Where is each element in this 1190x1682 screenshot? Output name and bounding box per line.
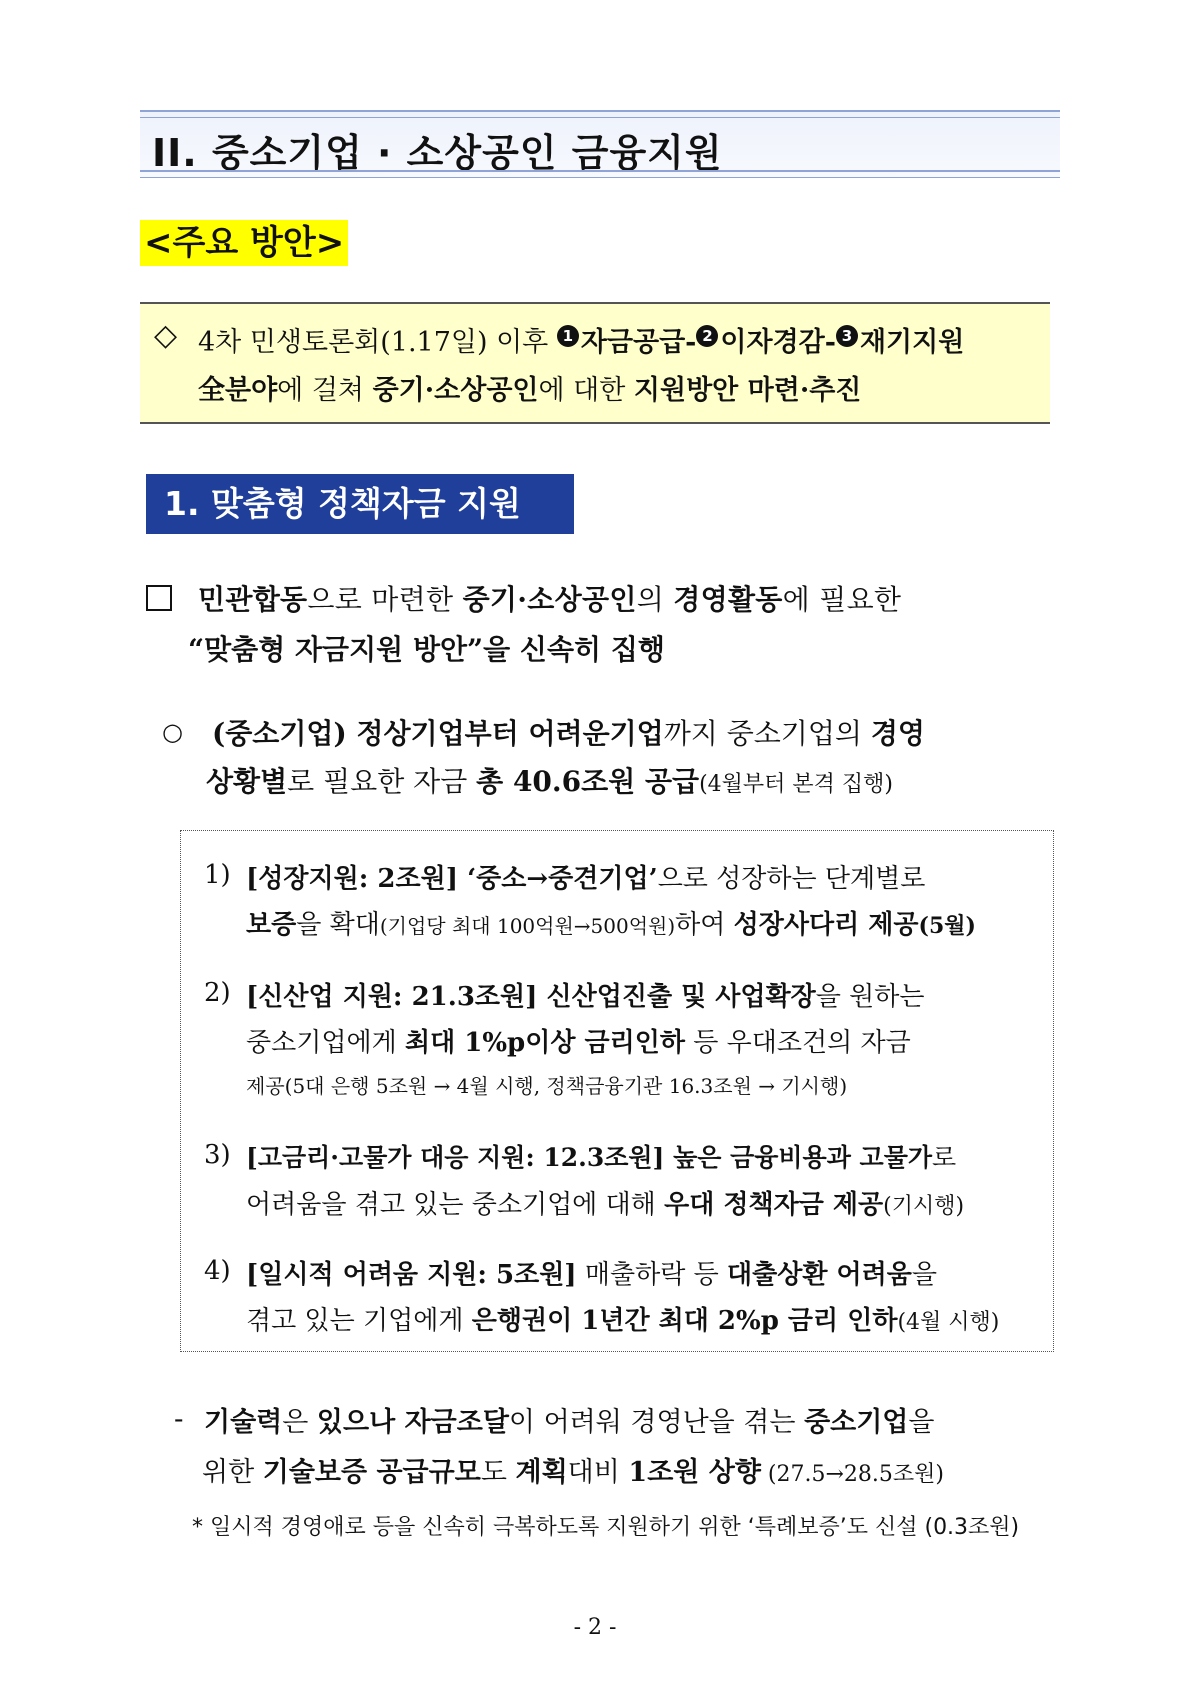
item-text: 을 bbox=[911, 1260, 937, 1290]
item-text: 중소기업에게 bbox=[246, 1028, 405, 1058]
item-note: (기시행) bbox=[883, 1194, 965, 1219]
item-text: 매출하락 등 bbox=[576, 1260, 727, 1290]
item-text: [고금리·고물가 대응 지원: 12.3조원] 높은 금융비용과 고물가 bbox=[246, 1143, 933, 1172]
main-point-line-2: “맞춤형 자금지원 방안”을 신속히 집행 bbox=[188, 633, 665, 666]
main-point-text: 경영활동 bbox=[673, 583, 783, 616]
footnote: * 일시적 경영애로 등을 신속히 극복하도록 지원하기 위한 ‘특례보증’도 신설 (0.3조원) bbox=[192, 1515, 1020, 1540]
item-text: [신산업 지원: 21.3조원] 신산업진출 및 사업확장 bbox=[246, 982, 816, 1012]
item-text: 로 bbox=[932, 1143, 957, 1172]
main-point-text: 으로 마련한 bbox=[307, 583, 463, 616]
page-number: - 2 - bbox=[573, 1615, 617, 1640]
item-text: 으로 성장하는 단계별로 bbox=[657, 864, 926, 894]
sme-text: 로 필요한 자금 bbox=[287, 765, 477, 798]
tech-text: 기술보증 공급규모 bbox=[262, 1457, 481, 1488]
tech-text: 도 bbox=[480, 1457, 516, 1488]
summary-text: 에 걸쳐 bbox=[277, 375, 373, 406]
sme-text: 까지 중소기업의 bbox=[663, 717, 871, 750]
item-note: (4월 시행) bbox=[897, 1310, 1000, 1335]
subsection-label: 1. 맞춤형 정책자금 지원 bbox=[146, 474, 574, 534]
sme-text: 경영 bbox=[870, 717, 925, 750]
checkbox-square-icon bbox=[146, 585, 172, 611]
tech-note: (27.5→28.5조원) bbox=[760, 1462, 944, 1487]
item-3-line-2 bbox=[246, 1184, 964, 1221]
number-2-icon: 2 bbox=[696, 325, 718, 347]
item-4-line-1 bbox=[246, 1254, 937, 1291]
tech-text: 1조원 상향 bbox=[628, 1457, 761, 1488]
item-text: 등 우대조건의 자금 bbox=[684, 1028, 911, 1058]
title-bottom-rule bbox=[140, 170, 1060, 178]
tech-text: 은 bbox=[282, 1407, 317, 1438]
diamond-bullet-icon: ◇ bbox=[154, 318, 178, 353]
key-measures-heading: <주요 방안> bbox=[140, 220, 348, 266]
section-title-bar bbox=[140, 110, 1060, 178]
item-number: 1) bbox=[204, 860, 231, 890]
interest-relief: 이자경감- bbox=[720, 327, 836, 358]
tech-text: 계획 bbox=[515, 1457, 568, 1488]
sme-total: 총 40.6조원 공급 bbox=[476, 765, 700, 798]
main-point-text: 중기·소상공인 bbox=[462, 583, 637, 616]
item-text: 최대 1%p이상 금리인하 bbox=[404, 1028, 685, 1058]
item-number: 2) bbox=[204, 978, 231, 1008]
item-text: 겪고 있는 기업에게 bbox=[246, 1306, 472, 1336]
funding-supply: 자금공급- bbox=[580, 327, 697, 358]
summary-line-2 bbox=[198, 368, 861, 407]
main-point-text: 민관합동 bbox=[198, 583, 308, 616]
tech-text: 을 bbox=[908, 1407, 935, 1438]
item-2-line-3: 제공(5대 은행 5조원 → 4월 시행, 정책금융기관 16.3조원 → 기시행) bbox=[246, 1074, 848, 1098]
item-text: [일시적 어려움 지원: 5조원] bbox=[246, 1260, 577, 1290]
summary-text: 에 대한 bbox=[538, 375, 634, 406]
item-note: (5월) bbox=[918, 913, 976, 939]
dash-bullet: - bbox=[174, 1402, 184, 1435]
main-point-line-1 bbox=[198, 578, 901, 618]
item-text: 보증 bbox=[246, 910, 297, 940]
item-4-line-2 bbox=[246, 1300, 999, 1337]
item-text: 우대 정책자금 제공 bbox=[664, 1190, 884, 1220]
item-number: 3) bbox=[204, 1140, 231, 1170]
item-text: 대출상환 어려움 bbox=[726, 1260, 912, 1290]
summary-box bbox=[140, 302, 1050, 424]
title-top-rule bbox=[140, 110, 1060, 118]
tech-text: 중소기업 bbox=[804, 1407, 909, 1438]
summary-plan: 지원방안 마련·추진 bbox=[633, 375, 862, 406]
tech-line-1 bbox=[204, 1400, 934, 1439]
summary-line-1 bbox=[198, 320, 964, 359]
item-1-line-1 bbox=[246, 858, 925, 895]
item-note: (기업당 최대 100억원→500억원) bbox=[379, 914, 676, 938]
tech-text: 있으나 자금조달 bbox=[316, 1407, 509, 1438]
summary-sme: 중기·소상공인 bbox=[372, 375, 539, 406]
item-text: 을 확대 bbox=[296, 910, 380, 940]
item-text: [성장지원: 2조원] ‘중소→중견기업’ bbox=[246, 864, 658, 894]
sme-schedule: (4월부터 본격 집행) bbox=[699, 772, 894, 797]
tech-text: 기술력 bbox=[204, 1407, 283, 1438]
sme-text: (중소기업) 정상기업부터 어려운기업 bbox=[212, 717, 664, 750]
circle-bullet-icon: ○ bbox=[162, 718, 183, 746]
main-point-text: 에 필요한 bbox=[782, 583, 902, 616]
sme-line-2 bbox=[206, 760, 893, 800]
sme-line-1 bbox=[212, 712, 925, 752]
tech-text: 위한 bbox=[202, 1457, 263, 1488]
item-2-line-1 bbox=[246, 976, 925, 1013]
main-point-text: 의 bbox=[636, 583, 674, 616]
number-3-icon: 3 bbox=[836, 325, 858, 347]
item-text: 을 원하는 bbox=[815, 982, 925, 1012]
summary-all-fields: 全분야 bbox=[198, 375, 278, 406]
tech-text: 대비 bbox=[567, 1457, 629, 1488]
item-3-line-1 bbox=[246, 1138, 956, 1174]
item-text: 어려움을 겪고 있는 중소기업에 대해 bbox=[246, 1190, 665, 1220]
item-2-line-2 bbox=[246, 1022, 911, 1059]
sme-text: 상황별 bbox=[206, 765, 288, 798]
item-text: 은행권이 1년간 최대 2%p 금리 인하 bbox=[471, 1306, 898, 1336]
item-1-line-2 bbox=[246, 904, 976, 941]
tech-line-2 bbox=[202, 1450, 944, 1489]
item-number: 4) bbox=[204, 1256, 231, 1286]
item-text: 성장사다리 제공 bbox=[733, 910, 919, 940]
section-title: II. 중소기업 · 소상공인 금융지원 bbox=[152, 131, 723, 175]
number-1-icon: 1 bbox=[557, 325, 579, 347]
item-text: 하여 bbox=[675, 910, 734, 940]
restart-support: 재기지원 bbox=[859, 327, 965, 358]
summary-intro: 4차 민생토론회(1.17일) 이후 bbox=[198, 327, 557, 358]
tech-text: 이 어려워 경영난을 겪는 bbox=[508, 1407, 805, 1438]
